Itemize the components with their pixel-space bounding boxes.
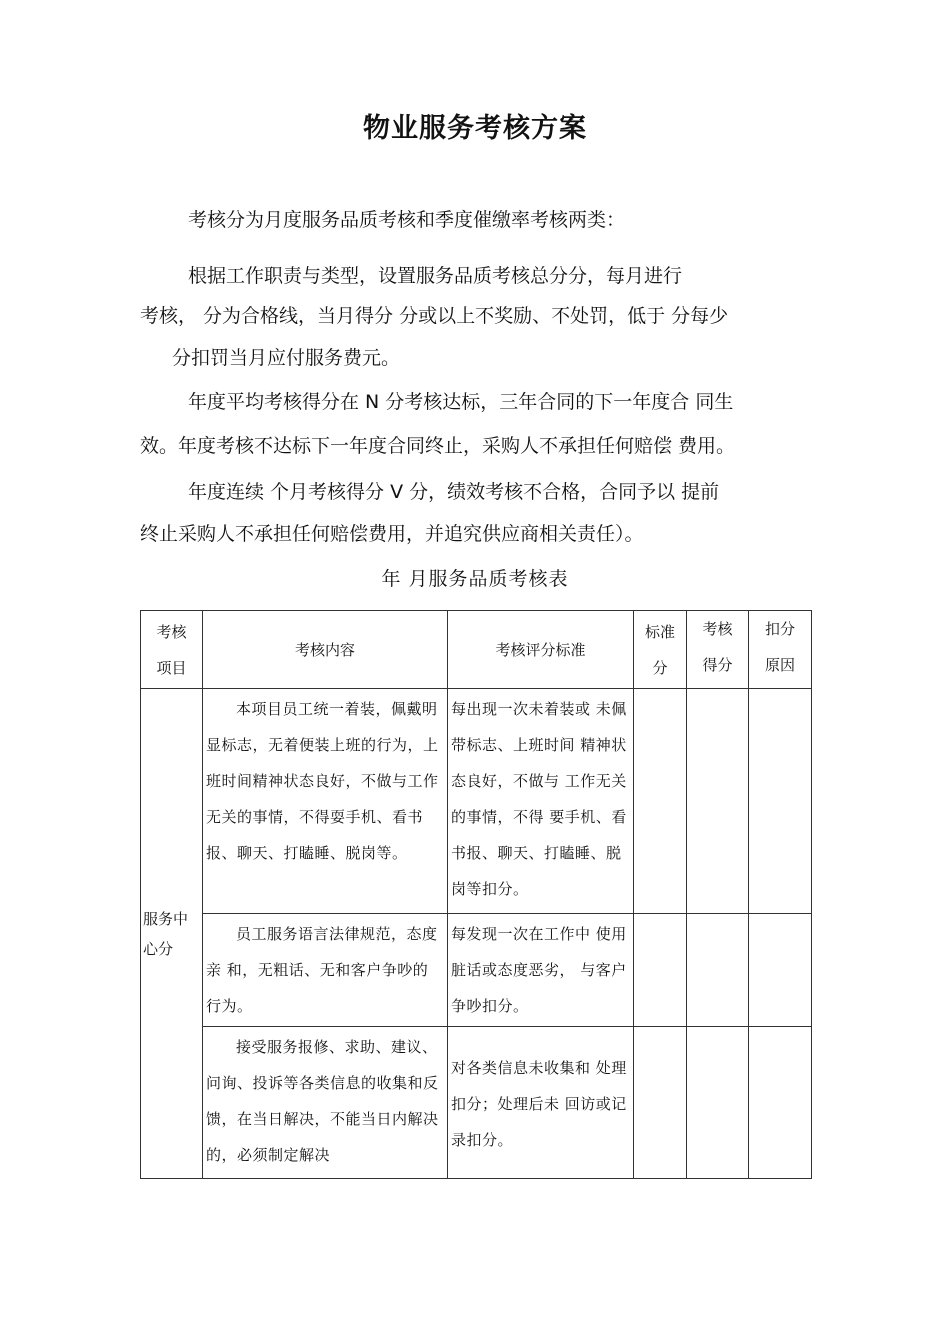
header-item-line2: 项目 <box>156 658 187 677</box>
paragraph-annual-line-1: 年度平均考核得分在 N 分考核达标，三年合同的下一年度合 同生 <box>188 391 734 413</box>
header-deduction-line1: 扣分 <box>764 620 795 638</box>
table-header-row <box>141 611 812 689</box>
table-row <box>141 1027 812 1179</box>
header-deduction-reason <box>749 611 812 689</box>
row-score <box>687 1027 749 1179</box>
row-content: 本项目员工统一着装，佩戴明显标志，无着便装上班的行为，上班时间精神状态良好，不做与工作无关的事情，不得耍手机、看书报、聊天、打瞌睡、脱岗等。 <box>203 689 448 914</box>
table-row <box>141 914 812 1027</box>
paragraph-scoring-line-3: 分扣罚当月应付服务费元。 <box>172 347 401 369</box>
paragraph-assessment-types: 考核分为月度服务品质考核和季度催缴率考核两类： <box>188 209 626 231</box>
header-standard-line2: 分 <box>652 658 668 677</box>
header-content: 考核内容 <box>203 611 448 689</box>
header-criteria: 考核评分标准 <box>448 611 634 689</box>
row-criteria: 对各类信息未收集和 处理扣分；处理后未 回访或记录扣分。 <box>448 1027 634 1179</box>
row-criteria: 每发现一次在工作中 使用脏话或态度恶劣， 与客户争吵扣分。 <box>448 914 634 1027</box>
header-standard-score <box>634 611 687 689</box>
header-item-line1: 考核 <box>156 622 187 641</box>
row-standard-score <box>634 1027 687 1179</box>
category-cell: 服务中心分 <box>141 689 203 1179</box>
row-deduction-reason <box>749 914 812 1027</box>
row-score <box>687 914 749 1027</box>
header-item <box>141 611 203 689</box>
paragraph-annual-line-2: 效。年度考核不达标下一年度合同终止，采购人不承担任何赔偿 费用。 <box>140 435 736 457</box>
table-title: 年 月服务品质考核表 <box>381 568 569 590</box>
document-title: 物业服务考核方案 <box>363 113 587 144</box>
table-row <box>141 689 812 914</box>
paragraph-consecutive-line-1: 年度连续 个月考核得分 V 分，绩效考核不合格，合同予以 提前 <box>188 481 720 503</box>
row-content: 员工服务语言法律规范，态度亲 和，无粗话、无和客户争吵的 行为。 <box>203 914 448 1027</box>
header-deduction-line2: 原因 <box>764 656 795 674</box>
row-standard-score <box>634 689 687 914</box>
header-standard-line1: 标准 <box>644 622 675 641</box>
row-standard-score <box>634 914 687 1027</box>
header-score <box>687 611 749 689</box>
row-content: 接受服务报修、求助、建议、问询、投诉等各类信息的收集和反馈，在当日解决，不能当日内解决的，必须制定解决 <box>203 1027 448 1179</box>
header-score-line1: 考核 <box>702 620 733 638</box>
paragraph-scoring-line-2: 考核， 分为合格线，当月得分 分或以上不奖励、不处罚，低于 分每少 <box>140 305 729 327</box>
header-score-line2: 得分 <box>702 656 733 674</box>
row-score <box>687 689 749 914</box>
row-criteria: 每出现一次未着装或 未佩带标志、上班时间 精神状态良好，不做与 工作无关的事情，不得 要手机、看书报、聊天、打瞌睡、脱岗等扣分。 <box>448 689 634 914</box>
paragraph-consecutive-line-2: 终止采购人不承担任何赔偿费用，并追究供应商相关责任）。 <box>140 523 644 545</box>
paragraph-scoring-line-1: 根据工作职责与类型，设置服务品质考核总分分，每月进行 <box>188 265 683 287</box>
row-deduction-reason <box>749 689 812 914</box>
assessment-table <box>140 610 812 1179</box>
row-deduction-reason <box>749 1027 812 1179</box>
